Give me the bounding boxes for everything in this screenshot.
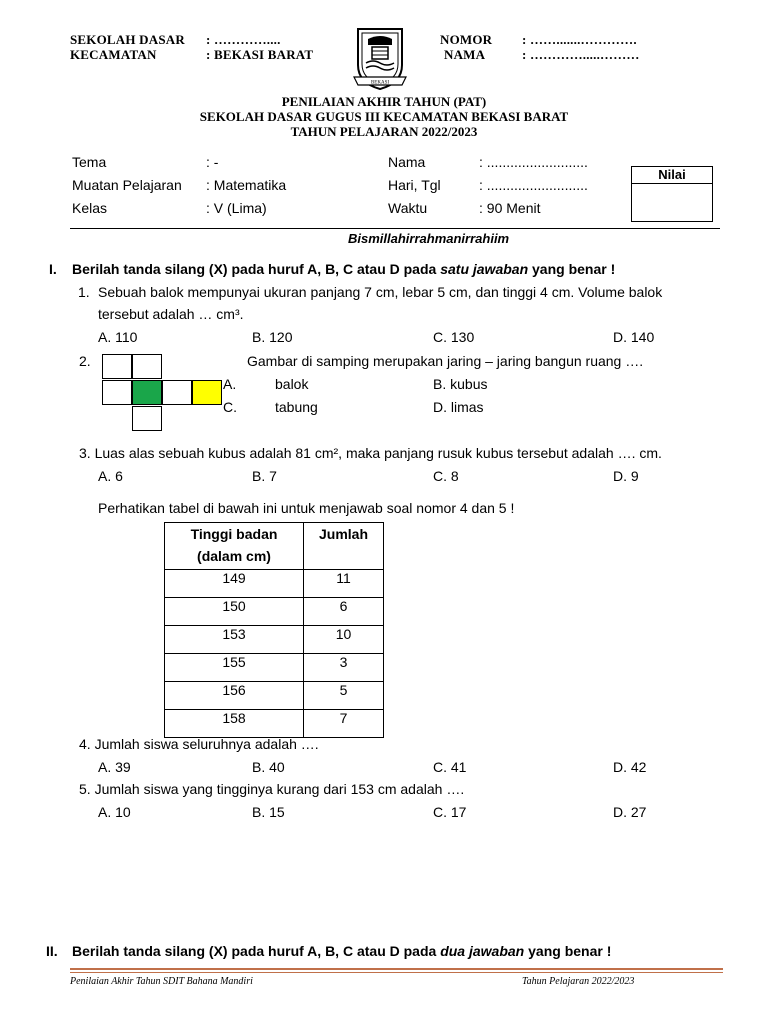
- nomor-label: NOMOR: [440, 32, 493, 47]
- hari-value: : ..........................: [479, 177, 588, 193]
- table-cell-tinggi: 149: [165, 570, 304, 598]
- section-2-number: II.: [46, 943, 58, 959]
- table-cell-tinggi: 158: [165, 710, 304, 738]
- net-cell: [162, 380, 192, 405]
- q4-option-b[interactable]: B. 40: [252, 759, 285, 775]
- section-1-number: I.: [49, 261, 57, 277]
- tema-label: Tema: [72, 154, 107, 170]
- nama-value: : ..........................: [479, 154, 588, 170]
- logo-banner-text: BEKASI: [370, 80, 390, 86]
- net-cell: [132, 354, 162, 379]
- kelas-value: : V (Lima): [206, 200, 267, 216]
- table-header-tinggi: Tinggi badan (dalam cm): [165, 523, 304, 570]
- table-cell-tinggi: 150: [165, 598, 304, 626]
- q2-option-a[interactable]: balok: [275, 376, 309, 392]
- table-row: [165, 598, 384, 626]
- section-2-instruction: Berilah tanda silang (X) pada huruf A, B, C atau D pada dua jawaban yang benar !: [72, 943, 612, 959]
- height-table: [164, 522, 384, 738]
- q2-option-c[interactable]: tabung: [275, 399, 318, 415]
- q3-option-d[interactable]: D. 9: [613, 468, 639, 484]
- bekasi-crest-logo: [350, 25, 410, 93]
- muatan-label: Muatan Pelajaran: [72, 177, 182, 193]
- net-cell-yellow: [192, 380, 222, 405]
- table-intro: Perhatikan tabel di bawah ini untuk menjawab soal nomor 4 dan 5 !: [98, 500, 515, 516]
- q3-text: 3. Luas alas sebuah kubus adalah 81 cm², maka panjang rusuk kubus tersebut adalah …. cm.: [79, 445, 662, 461]
- table-row: [165, 710, 384, 738]
- footer-right: Tahun Pelajaran 2022/2023: [522, 976, 635, 987]
- waktu-value: : 90 Menit: [479, 200, 541, 216]
- q4-option-d[interactable]: D. 42: [613, 759, 647, 775]
- table-cell-tinggi: 153: [165, 626, 304, 654]
- nilai-box: [631, 166, 713, 222]
- footer-rule-thick: [70, 968, 723, 970]
- q2-option-c-letter[interactable]: C.: [223, 399, 237, 415]
- tema-value: : -: [206, 154, 219, 170]
- table-cell-tinggi: 156: [165, 682, 304, 710]
- footer-rule-thin: [70, 972, 723, 973]
- kecamatan-value: : BEKASI BARAT: [206, 47, 314, 62]
- net-cell: [102, 380, 132, 405]
- table-header-jumlah: Jumlah: [304, 523, 384, 570]
- q5-option-b[interactable]: B. 15: [252, 804, 285, 820]
- table-cell-jumlah: 6: [304, 598, 384, 626]
- table-cell-jumlah: 10: [304, 626, 384, 654]
- hari-label: Hari, Tgl: [388, 177, 441, 193]
- title-line-1: PENILAIAN AKHIR TAHUN (PAT): [281, 94, 487, 109]
- q2-option-d[interactable]: D. limas: [433, 399, 484, 415]
- table-cell-jumlah: 11: [304, 570, 384, 598]
- nomor-value: : …….......………….: [522, 32, 637, 47]
- q5-option-c[interactable]: C. 17: [433, 804, 467, 820]
- waktu-label: Waktu: [388, 200, 428, 216]
- q2-number: 2.: [79, 353, 91, 369]
- net-cell-green: [132, 380, 162, 405]
- nilai-label: Nilai: [632, 167, 712, 184]
- header-divider: [70, 228, 720, 229]
- table-cell-jumlah: 3: [304, 654, 384, 682]
- q4-option-a[interactable]: A. 39: [98, 759, 131, 775]
- q4-text: 4. Jumlah siswa seluruhnya adalah ….: [79, 736, 319, 752]
- footer-left: Penilaian Akhir Tahun SDIT Bahana Mandiri: [70, 976, 253, 987]
- q1-option-c[interactable]: C. 130: [433, 329, 475, 345]
- net-cell: [132, 406, 162, 431]
- table-row: [165, 570, 384, 598]
- nama-header-label: NAMA: [444, 47, 486, 62]
- q5-option-d[interactable]: D. 27: [613, 804, 647, 820]
- sekolah-label: SEKOLAH DASAR: [70, 32, 185, 47]
- table-cell-tinggi: 155: [165, 654, 304, 682]
- table-cell-jumlah: 5: [304, 682, 384, 710]
- kecamatan-label: KECAMATAN: [70, 47, 157, 62]
- q5-option-a[interactable]: A. 10: [98, 804, 131, 820]
- section-1-instruction: Berilah tanda silang (X) pada huruf A, B, C atau D pada satu jawaban yang benar !: [72, 261, 616, 277]
- q2-option-b[interactable]: B. kubus: [433, 376, 488, 392]
- table-row: [165, 682, 384, 710]
- net-cell: [102, 354, 132, 379]
- muatan-value: : Matematika: [206, 177, 287, 193]
- title-line-2: SEKOLAH DASAR GUGUS III KECAMATAN BEKASI BARAT: [199, 109, 569, 124]
- table-cell-jumlah: 7: [304, 710, 384, 738]
- bismillah: Bismillahirrahmanirrahiim: [348, 231, 510, 246]
- q2-text: Gambar di samping merupakan jaring – jaring bangun ruang ….: [247, 353, 644, 369]
- title-line-3: TAHUN PELAJARAN 2022/2023: [290, 124, 478, 139]
- q2-option-a-letter[interactable]: A.: [223, 376, 237, 392]
- table-row: [165, 626, 384, 654]
- nama-label: Nama: [388, 154, 426, 170]
- q1-option-b[interactable]: B. 120: [252, 329, 293, 345]
- nama-header-value: : ………….....………: [522, 47, 640, 62]
- q3-option-c[interactable]: C. 8: [433, 468, 459, 484]
- q3-option-a[interactable]: A. 6: [98, 468, 123, 484]
- q1-text-line-2: tersebut adalah … cm³.: [98, 306, 244, 322]
- q1-number: 1.: [78, 284, 90, 300]
- kelas-label: Kelas: [72, 200, 108, 216]
- sekolah-value: : …………....: [206, 32, 281, 47]
- q5-text: 5. Jumlah siswa yang tingginya kurang dari 153 cm adalah ….: [79, 781, 465, 797]
- q1-text-line-1: Sebuah balok mempunyai ukuran panjang 7 cm, lebar 5 cm, dan tinggi 4 cm. Volume balok: [98, 284, 663, 300]
- q4-option-c[interactable]: C. 41: [433, 759, 467, 775]
- q3-option-b[interactable]: B. 7: [252, 468, 277, 484]
- table-row: [165, 654, 384, 682]
- q1-option-d[interactable]: D. 140: [613, 329, 655, 345]
- q1-option-a[interactable]: A. 110: [98, 329, 138, 345]
